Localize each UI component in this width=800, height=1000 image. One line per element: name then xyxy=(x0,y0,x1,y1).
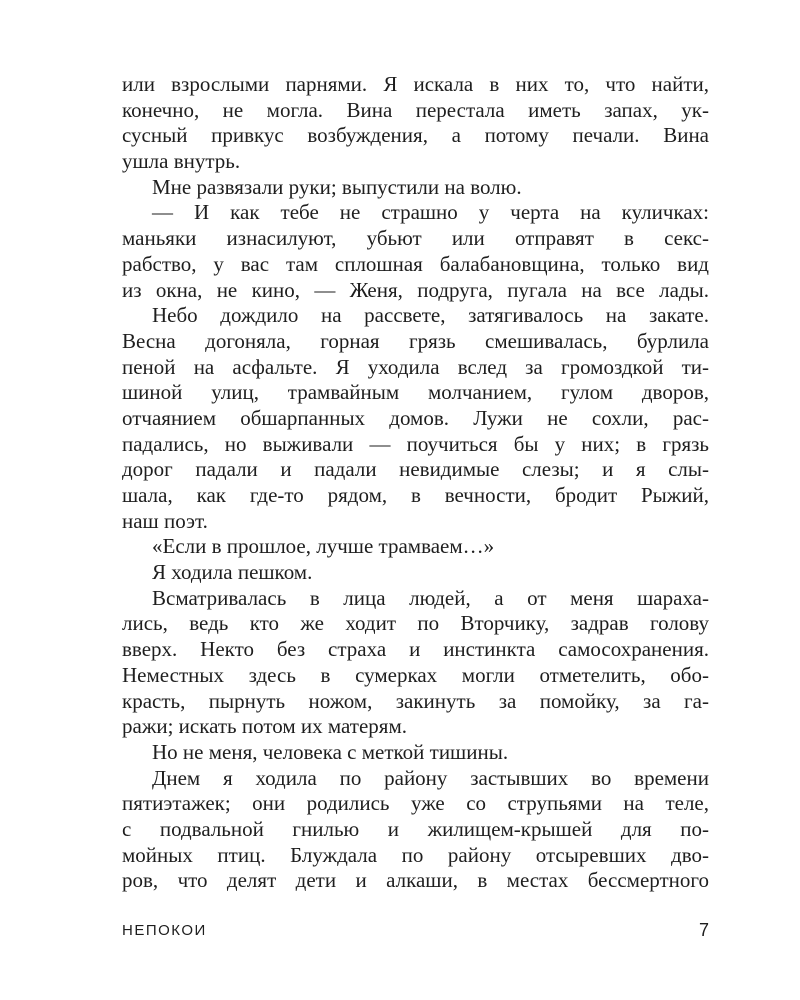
text-line: маньяки изнасилуют, убьют или отправят в секс- xyxy=(122,226,709,251)
text-line: падались, но выживали — поучиться бы у них; в грязь xyxy=(122,431,709,456)
text-line: Но не меня, человека с меткой тишины. xyxy=(152,739,509,764)
text-line: «Если в прошлое, лучше трамваем…» xyxy=(152,534,495,559)
text-line: ров, что делят дети и алкаши, в местах бессмертного xyxy=(122,868,709,893)
text-line: Небо дождило на рассвете, затягивалось на закате. xyxy=(152,303,709,328)
page-footer xyxy=(122,920,709,941)
text-line: дорог падали и падали невидимые слезы; и я слы- xyxy=(122,457,709,482)
text-line: красть, пырнуть ножом, закинуть за помойку, за га- xyxy=(122,688,709,713)
text-line: или взрослыми парнями. Я искала в них то, что найти, xyxy=(122,72,709,96)
text-line: ражи; искать потом их матерям. xyxy=(122,714,407,739)
text-line: шала, как где-то рядом, в вечности, бродит Рыжий, xyxy=(122,483,709,507)
text-line: отчаянием обшарпанных домов. Лужи не сохли, рас- xyxy=(122,405,709,430)
text-line: Днем я ходила по району застывших во времени xyxy=(152,765,709,790)
text-line: наш поэт. xyxy=(122,508,208,533)
text-line: рабство, у вас там сплошная балабановщина, только вид xyxy=(122,251,709,276)
text-line: сусный привкус возбуждения, а потому печали. Вина xyxy=(122,123,709,148)
text-line: ушла внутрь. xyxy=(122,149,241,174)
text-line: с подвальной гнилью и жилищем-крышей для по- xyxy=(122,816,709,841)
text-line: Я ходила пешком. xyxy=(152,560,313,585)
text-line: пеной на асфальте. Я уходила вслед за громоздкой ти- xyxy=(122,354,709,379)
text-line: пятиэтажек; они родились уже со струпьями на теле, xyxy=(122,791,709,816)
text-line: лись, ведь кто же ходит по Вторчику, задрав голову xyxy=(122,611,709,636)
text-line: шиной улиц, трамвайным молчанием, гулом дворов, xyxy=(122,380,709,405)
text-line: конечно, не могла. Вина перестала иметь запах, ук- xyxy=(122,97,709,122)
text-line: Весна догоняла, горная грязь смешивалась, бурлила xyxy=(122,328,709,353)
text-line: Неместных здесь в сумерках могли отметелить, обо- xyxy=(122,662,709,687)
page-number: 7 xyxy=(698,920,709,940)
text-line: — И как тебе не страшно у черта на куличках: xyxy=(152,200,709,225)
text-line: Всматривалась в лица людей, а от меня шараха- xyxy=(152,585,709,610)
text-line: мойных птиц. Блуждала по району отсыревших дво- xyxy=(122,842,709,867)
text-line: Мне развязали руки; выпустили на волю. xyxy=(152,174,522,199)
body-text xyxy=(122,72,709,894)
text-line: вверх. Некто без страха и инстинкта самосохранения. xyxy=(122,637,709,662)
running-title: НЕПОКОИ xyxy=(122,922,207,939)
text-line: из окна, не кино, — Женя, подруга, пугала на все лады. xyxy=(122,277,709,302)
